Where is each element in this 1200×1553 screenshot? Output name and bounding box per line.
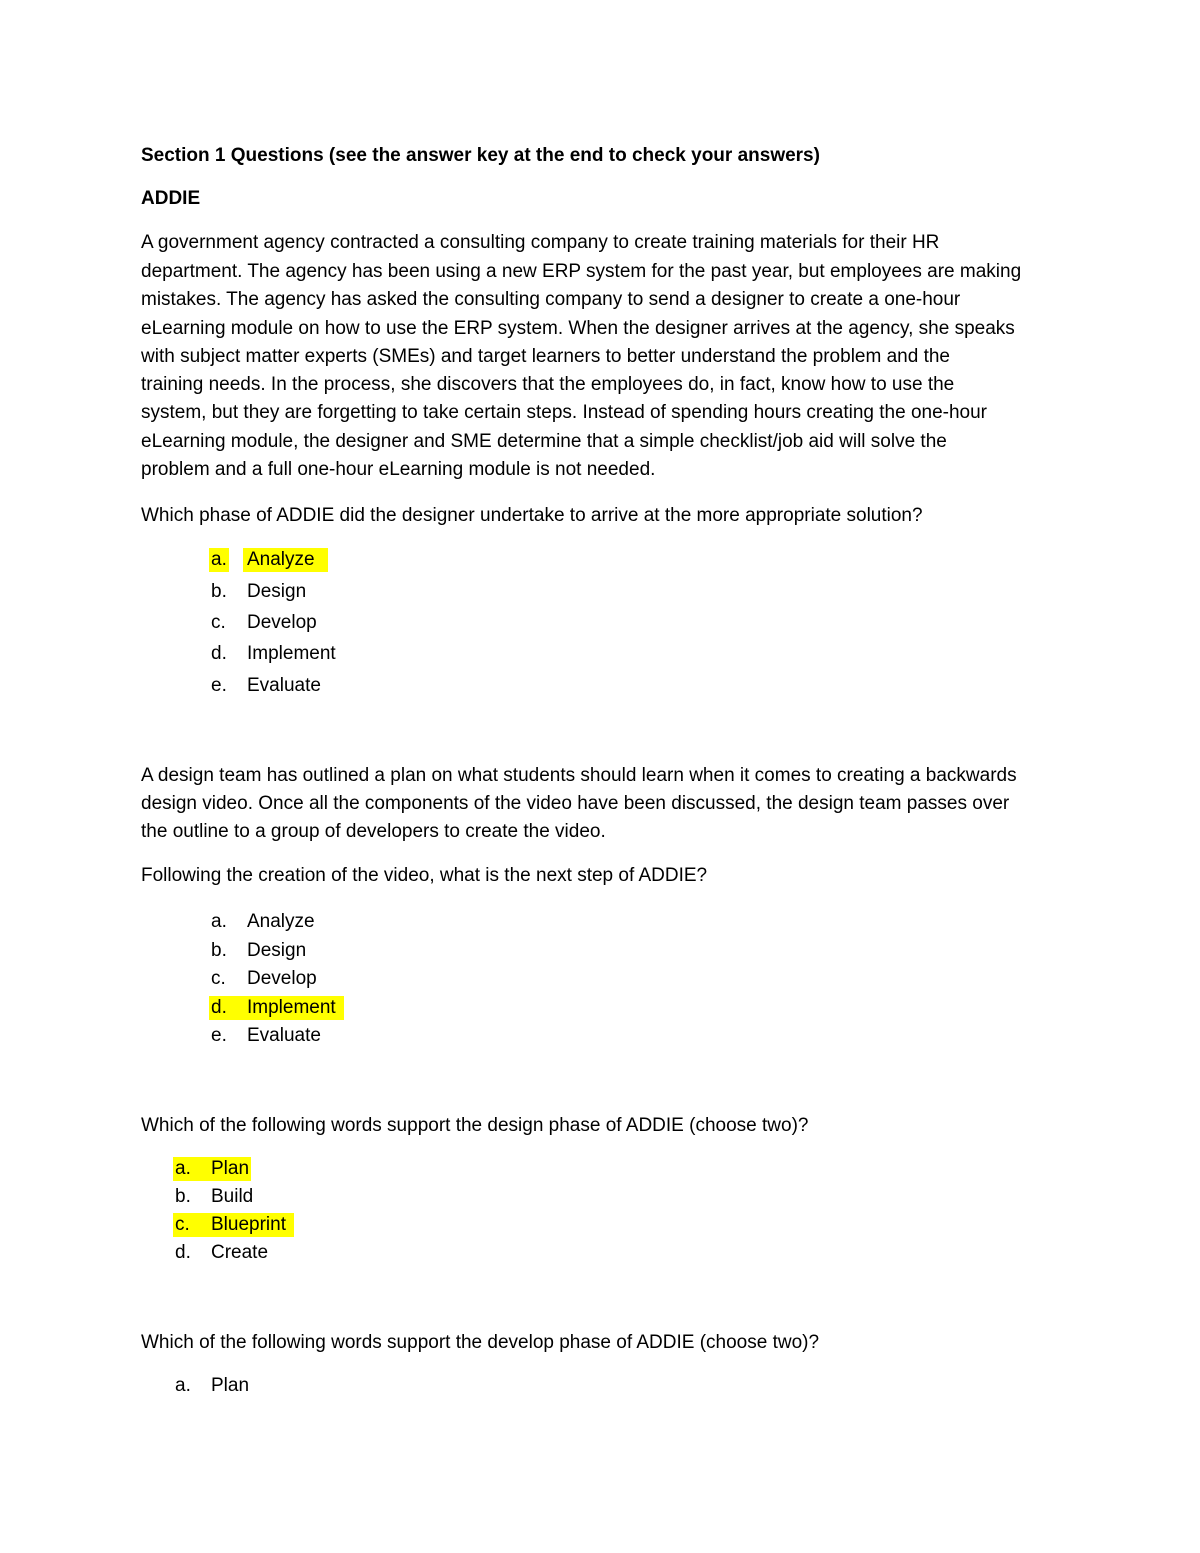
option-label: Develop: [247, 968, 317, 989]
scenario-line: department. The agency has been using a new ERP system for the past year, but employees are making: [141, 261, 1022, 282]
option-letter: a.: [175, 1158, 191, 1179]
scenario-line: with subject matter experts (SMEs) and target learners to better understand the problem and the: [141, 346, 950, 367]
option-letter: b.: [211, 940, 227, 961]
option-letter: c.: [211, 968, 226, 989]
option-label: Design: [247, 581, 307, 602]
option-letter: d.: [211, 997, 227, 1018]
option-letter: b.: [211, 581, 227, 602]
scenario-line: eLearning module on how to use the ERP system. When the designer arrives at the agency, she speaks: [141, 318, 1015, 339]
option-label: Analyze: [247, 549, 315, 570]
scenario-line: A design team has outlined a plan on what students should learn when it comes to creating a backwards: [141, 765, 1017, 786]
scenario-line: problem and a full one-hour eLearning module is not needed.: [141, 459, 656, 480]
option-letter: d.: [211, 643, 227, 664]
option-label: Plan: [211, 1158, 250, 1179]
option-label: Develop: [247, 612, 317, 633]
option-letter: b.: [175, 1186, 191, 1207]
option-letter: d.: [175, 1242, 191, 1263]
option-label: Analyze: [247, 911, 315, 932]
scenario-line: A government agency contracted a consulting company to create training materials for their HR: [141, 232, 940, 253]
question-1-prompt: Which phase of ADDIE did the designer undertake to arrive at the more appropriate solution?: [141, 505, 923, 526]
option-label: Create: [211, 1242, 269, 1263]
scenario-line: the outline to a group of developers to create the video.: [141, 821, 606, 842]
scenario-line: training needs. In the process, she discovers that the employees do, in fact, know how to use the: [141, 374, 955, 395]
question-4-prompt: Which of the following words support the develop phase of ADDIE (choose two)?: [141, 1332, 820, 1353]
question-3-prompt: Which of the following words support the design phase of ADDIE (choose two)?: [141, 1115, 809, 1136]
option-label: Design: [247, 940, 307, 961]
option-label: Evaluate: [247, 1025, 321, 1046]
scenario-line: system, but they are forgetting to take certain steps. Instead of spending hours creating the one-hour: [141, 402, 988, 423]
option-letter: c.: [211, 612, 226, 633]
option-label: Evaluate: [247, 675, 321, 696]
option-label: Implement: [247, 997, 336, 1018]
scenario-line: design video. Once all the components of the video have been discussed, the design team passes over: [141, 793, 1010, 814]
option-label: Blueprint: [211, 1214, 286, 1235]
option-letter: e.: [211, 1025, 227, 1046]
option-letter: e.: [211, 675, 227, 696]
option-label: Plan: [211, 1375, 250, 1396]
scenario-line: mistakes. The agency has asked the consulting company to send a designer to create a one-hour: [141, 289, 961, 310]
section-heading: Section 1 Questions (see the answer key at the end to check your answers): [141, 145, 820, 166]
scenario-line: eLearning module, the designer and SME determine that a simple checklist/job aid will solve the: [141, 431, 947, 452]
option-label: Implement: [247, 643, 336, 664]
option-label: Build: [211, 1186, 254, 1207]
question-2-prompt: Following the creation of the video, what is the next step of ADDIE?: [141, 865, 708, 886]
option-letter: a.: [175, 1375, 191, 1396]
option-letter: a.: [211, 911, 227, 932]
addie-subheading: ADDIE: [141, 188, 201, 209]
option-letter: c.: [175, 1214, 190, 1235]
option-letter: a.: [211, 549, 227, 570]
